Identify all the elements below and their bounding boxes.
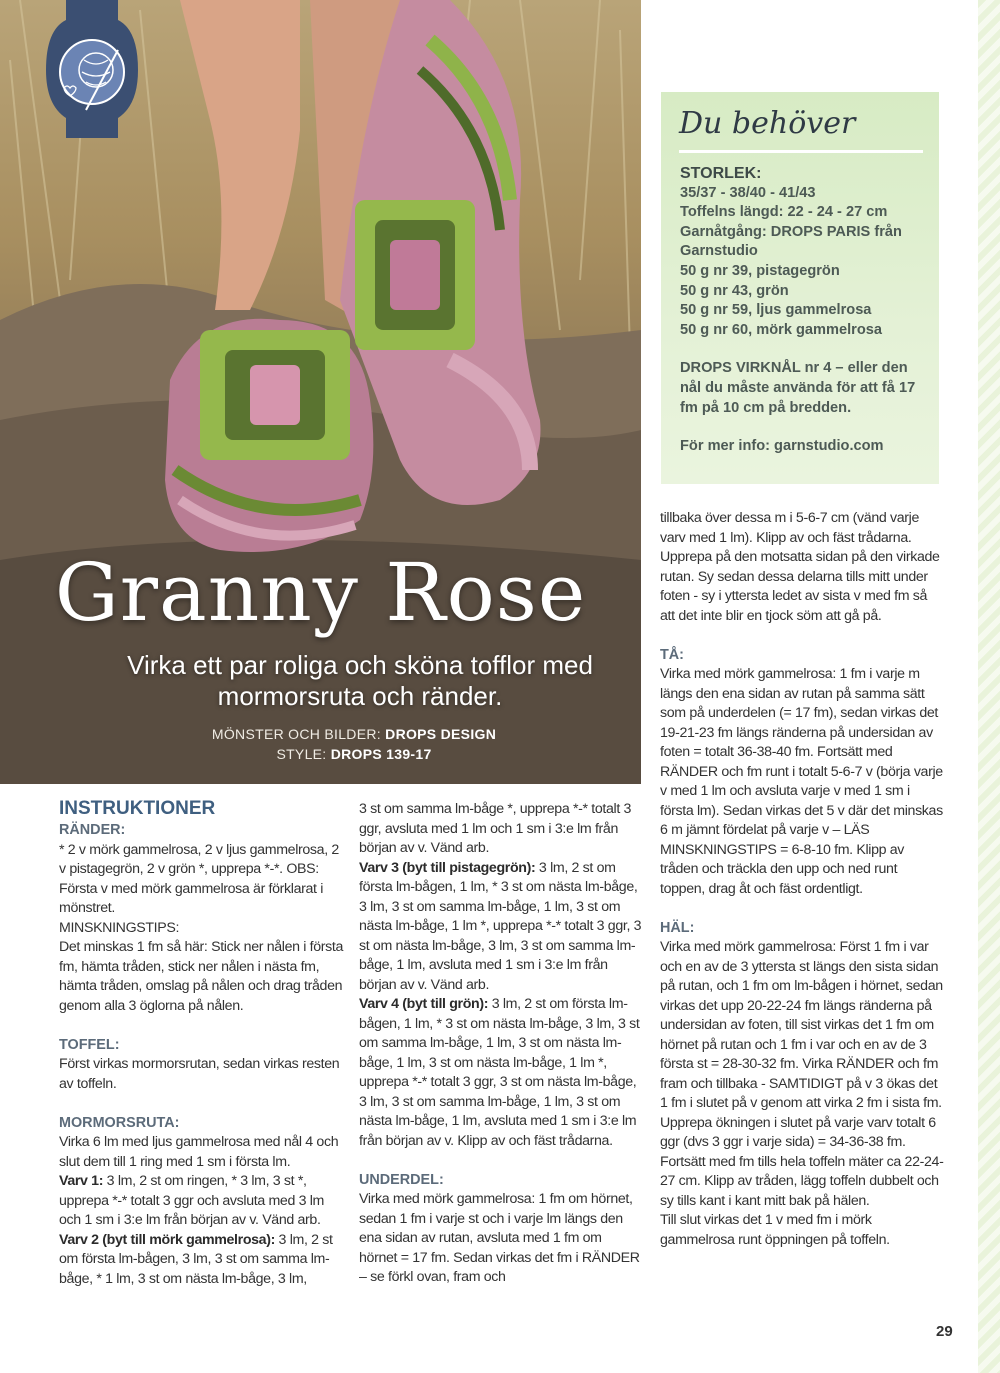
section-heading-minskningstips: MINSKNINGSTIPS: <box>59 919 180 936</box>
materials-line: 50 g nr 39, pistagegrön <box>680 262 840 279</box>
section-heading-toffel: TOFFEL: <box>59 1036 120 1053</box>
decorative-edge-strip <box>978 0 1000 1373</box>
materials-line: Garnåtgång: DROPS PARIS från Garnstudio <box>680 223 902 260</box>
page-number: 29 <box>936 1323 953 1340</box>
paragraph: Varv 4 (byt till grön): 3 lm, 2 st om första lm-bågen, 1 lm, * 3 st om nästa lm-båge, 3 lm, 3 st om samma lm-båge, 1 lm, 3 st om nästa lm-båge, 1 lm, 3 st om nästa lm-båge, 1 lm *, upprepa *-* totalt 3 ggr, 3 st om nästa lm-båge, 3 lm, 3 st om samma lm-båge, 1 lm, 3 st om nästa lm-båge, 1 lm, avsluta med 1 sm i 3:e lm från början av v. Klipp av och fäst trådarna. <box>359 996 640 1149</box>
paragraph: Det minskas 1 fm så här: Stick ner nålen i första fm, hämta tråden, stick ner nålen i nästa fm, hämta tråden, omslag på nålen och drag tråden genom alla 3 öglorna på nålen. <box>59 939 344 1014</box>
paragraph: 3 st om samma lm-båge *, upprepa *-* totalt 3 ggr, avsluta med 1 lm och 1 sm i 3:e lm från början av v. Vänd arb. <box>359 801 632 856</box>
materials-list <box>680 164 930 457</box>
paragraph: Varv 3 (byt till pistagegrön): 3 lm, 2 st om första lm-bågen, 1 lm, * 3 st om nästa lm-båge, 3 lm, 3 st om samma lm-båge, 1 lm, 3 st om nästa lm-båge, 1 lm *, upprepa *-* totalt 3 ggr, 3 st om nästa lm-båge, 3 lm, 3 st om samma lm-båge, 1 lm, avsluta med 1 sm i 3:e lm från början av v. Vänd arb. <box>359 859 642 993</box>
title-divider <box>679 150 923 153</box>
instructions-column-3 <box>660 509 944 1250</box>
instructions-column-1 <box>59 797 344 1289</box>
paragraph: tillbaka över dessa m i 5-6-7 cm (vänd varje varv med 1 lm). Klipp av och fäst trådarna. Upprepa på den motsatta sidan på den virkade rutan. Sy sedan dessa delarna tills mitt under foten - sy i yttersta ledet av sista v med fm så att det inte blir en tjock söm att gå på. <box>660 510 940 624</box>
style-credit: STYLE: DROPS 139-17 <box>276 746 432 762</box>
paragraph: Först virkas mormorsrutan, sedan virkas resten av toffeln. <box>59 1056 340 1092</box>
materials-title: Du behöver <box>679 106 856 141</box>
paragraph: Virka med mörk gammelrosa: 1 fm i varje m längs den ena sidan av rutan på samma sätt som på underdelen (= 17 fm), sedan virkas det 19-21-23 fm längs ränderna på undersidan av foten = totalt 36-38-40 fm. Fortsätt med RÄNDER och fm runt i totalt 5-6-7 v (börja varje v med 1 lm och avsluta varje v med 1 sm i första lm). Sedan virkas det 5 v där det minskas 6 m jämnt fördelat på varje v – LÄS MINSKNINGSTIPS = 6-8-10 fm. Klipp av tråden och träckla den upp och ned runt toppen, drag åt och fäst ordentligt. <box>660 666 943 897</box>
paragraph: Virka med mörk gammelrosa: Först 1 fm i var och en av de 3 yttersta st längs den sista sidan på rutan, och 1 fm om lm-bågen i hörnet, sedan virkas det upp 20-22-24 fm längs ränderna på undersidan av foten, till sist virkas det 1 fm om hörnet på rutan och 1 fm i var och en av de 3 första st = 28-30-32 fm. Virka RÄNDER och fm fram och tillbaka - SAMTIDIGT på v 3 ökas det 1 fm i slutet på v genom att virka 2 fm i sista fm. Upprepa ökningen i slutet på varje varv totalt 6 ggr (dvs 3 ggr i varje sida) = 34-36-38 fm. Fortsätt med fm tills hela toffeln mäter ca 22-24-27 cm. Klipp av tråden, lägg toffeln dubbelt och sy tills kant i kant mitt bak på hälen. <box>660 939 944 1209</box>
yarn-ball-crochet-hook-icon <box>46 0 138 138</box>
section-heading-rander: RÄNDER: <box>59 822 126 838</box>
materials-line: 50 g nr 43, grön <box>680 282 789 299</box>
materials-box <box>661 92 939 484</box>
yarn-badge <box>46 0 138 138</box>
materials-line: 50 g nr 59, ljus gammelrosa <box>680 302 872 319</box>
paragraph: Virka med mörk gammelrosa: 1 fm om hörnet, sedan 1 fm i varje st och i varje lm längs den ena sidan av rutan, avsluta med 1 fm om hörnet = 17 fm. Sedan virkas det fm i RÄNDER – se förkl ovan, fram och <box>359 1191 640 1285</box>
paragraph: Virka 6 lm med ljus gammelrosa med nål 4 och slut dem till 1 ring med 1 sm i första lm. <box>59 1134 339 1170</box>
hero-subtitle: Virka ett par roliga och sköna tofflor med mormorsruta och ränder. <box>127 650 593 711</box>
design-credit: MÖNSTER OCH BILDER: DROPS DESIGN <box>211 726 497 742</box>
section-heading-mormorsruta: MORMORSRUTA: <box>59 1114 180 1131</box>
section-heading-hal: HÄL: <box>660 919 695 936</box>
more-info: För mer info: garnstudio.com <box>680 438 884 455</box>
size-heading: STORLEK: <box>680 165 762 182</box>
paragraph: Varv 1: 3 lm, 2 st om ringen, * 3 lm, 3 st *, upprepa *-* totalt 3 ggr och avsluta med 3 lm och 1 sm i 3:e lm från början av v. Vänd arb. <box>59 1173 325 1228</box>
section-heading-underdel: UNDERDEL: <box>359 1171 444 1188</box>
page-title: Granny Rose <box>54 546 587 639</box>
needle-info: DROPS VIRKNÅL nr 4 – eller den nål du måste använda för att få 17 fm på 10 cm på bredden. <box>680 360 916 416</box>
paragraph: Till slut virkas det 1 v med fm i mörk gammelrosa runt öppningen på toffeln. <box>660 1212 890 1248</box>
paragraph: * 2 v mörk gammelrosa, 2 v ljus gammelrosa, 2 v pistagegrön, 2 v grön *, upprepa *-*. OBS: Första v med mörk gammelrosa är förklarat i mönstret. <box>59 841 339 916</box>
paragraph: Varv 2 (byt till mörk gammelrosa): 3 lm, 2 st om första lm-bågen, 3 lm, 3 st om samma lm-båge, * 1 lm, 3 st om nästa lm-båge, 3 lm, <box>59 1231 333 1287</box>
hero-photo <box>0 0 641 784</box>
instructions-heading: INSTRUKTIONER <box>59 798 216 819</box>
materials-line: 50 g nr 60, mörk gammelrosa <box>680 321 882 338</box>
materials-line: 35/37 - 38/40 - 41/43 <box>680 184 816 201</box>
section-heading-ta: TÅ: <box>660 646 684 663</box>
materials-line: Toffelns längd: 22 - 24 - 27 cm <box>680 204 888 221</box>
instructions-column-2 <box>359 800 642 1288</box>
